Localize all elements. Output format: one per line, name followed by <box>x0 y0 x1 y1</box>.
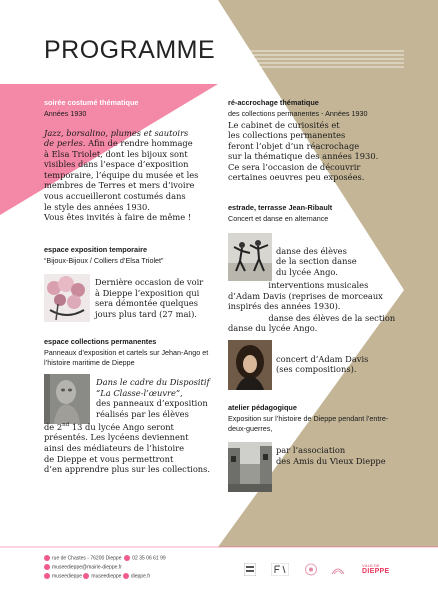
line: à Elsa Triolet, dont les bijoux sont <box>44 148 188 159</box>
expo-temp-sub: “Bijoux-Bijoux / Colliers d’Elsa Triolet” <box>44 256 164 265</box>
page-title: PROGRAMME <box>44 36 216 64</box>
reaccrochage-sub: des collections permanentes - Années 1930 <box>228 109 368 118</box>
phone-icon <box>124 555 130 561</box>
collections-heading: espace collections permanentes <box>44 337 157 346</box>
footer-address: rue de Chastes - 76200 Dieppe 02 35 06 61 99 <box>44 555 166 561</box>
line: temporaire, l’équipe du musée et les <box>44 169 199 180</box>
line: de perles. Afin de rendre hommage <box>44 138 193 149</box>
line: Jazz, borsalino, plumes et sautoirs <box>44 127 189 138</box>
line: visibles dans l’espace d’exposition <box>44 159 189 170</box>
estrade-section <box>228 203 404 224</box>
estrade-heading: estrade, terrasse Jean-Ribault <box>228 203 333 212</box>
estrade-t2: 20 h 30, interventions musicales d’Adam Davis (reprises de morceaux inspirés des années 1930). 21 h 30, danse des élèves de la section danse du lycée Ango. <box>228 280 396 334</box>
line: le style des années 1930. <box>44 201 150 212</box>
expo-temp-section <box>44 245 216 266</box>
estrade-sub: Concert et danse en alternance <box>228 214 329 223</box>
location-icon <box>44 555 50 561</box>
collections-text-beside: Dans le cadre du Dispositif “La Classe-l’œuvre”, des panneaux d’exposition réalisés par les élèves <box>96 377 210 419</box>
footer-social[interactable]: museedieppe museedieppe dieppe.fr <box>44 573 150 579</box>
musician-photo <box>228 340 272 390</box>
line: vous accueilleront costumés dans <box>44 191 186 202</box>
reaccrochage-heading: ré-accrochage thématique <box>228 98 319 107</box>
soiree-sub: Années 1930 <box>44 109 87 118</box>
partner-logo-2 <box>271 563 289 576</box>
partner-logo-1 <box>244 563 256 576</box>
soiree-section <box>44 98 216 223</box>
partner-logo-4 <box>330 563 346 576</box>
footer-email[interactable]: museedieppe@mairie-dieppe.fr <box>44 564 122 570</box>
line: Vous êtes invités à faire de même ! <box>44 212 192 223</box>
atelier-sub: Exposition sur l’histoire de Dieppe pendant l’entre-deux-guerres, <box>228 414 389 433</box>
expo-temp-heading: espace exposition temporaire <box>44 245 148 254</box>
atelier-text: par l’association des Amis du Vieux Dieppe <box>276 445 386 466</box>
atelier-section <box>228 403 404 433</box>
necklace-photo <box>44 274 90 322</box>
email-icon <box>44 564 50 570</box>
twitter-icon <box>83 573 89 579</box>
reaccrochage-text: Le cabinet de curiosités et les collections permanentes feront l’objet d’un réacrochage sur la thématique des années 1930. Ce sera l’occasion de découvrir certaines oeuvres peu exposées. <box>228 119 379 183</box>
expo-temp-text: Dernière occasion de voir à Dieppe l’exposition qui sera démontée quelques jours plus tard (27 mai). <box>95 277 204 319</box>
old-street-photo <box>228 442 272 492</box>
line: membres de Terres et mers d’ivoire <box>44 180 195 191</box>
soiree-heading: soirée costumé thématique <box>44 98 139 107</box>
dancers-photo <box>228 233 272 281</box>
atelier-heading: atelier pédagogique <box>228 403 297 412</box>
collections-sub: Panneaux d’exposition et cartels sur Jehan-Ango et l’histoire maritime de Dieppe <box>44 348 209 367</box>
reaccrochage-section <box>228 98 404 183</box>
soiree-text <box>44 128 216 223</box>
city-logo: VILLE DE DIEPPE <box>362 563 390 575</box>
facebook-icon <box>44 573 50 579</box>
estrade-t1: 20 heures, danse des élèves de la section danse du lycée Ango. <box>276 235 357 277</box>
web-icon <box>123 573 129 579</box>
collections-text-full: de 2nd 13 du lycée Ango seront présentés. Les lycéens deviennent ainsi des médiateurs de l’histoire de Dieppe et vous permettront d’en apprendre plus sur les collections. <box>44 421 211 475</box>
estrade-t4: 22 heures, concert d’Adam Davis (ses compositions). <box>276 343 369 375</box>
statue-photo <box>44 374 90 424</box>
partner-logo-3 <box>302 563 320 576</box>
collections-section <box>44 337 216 367</box>
